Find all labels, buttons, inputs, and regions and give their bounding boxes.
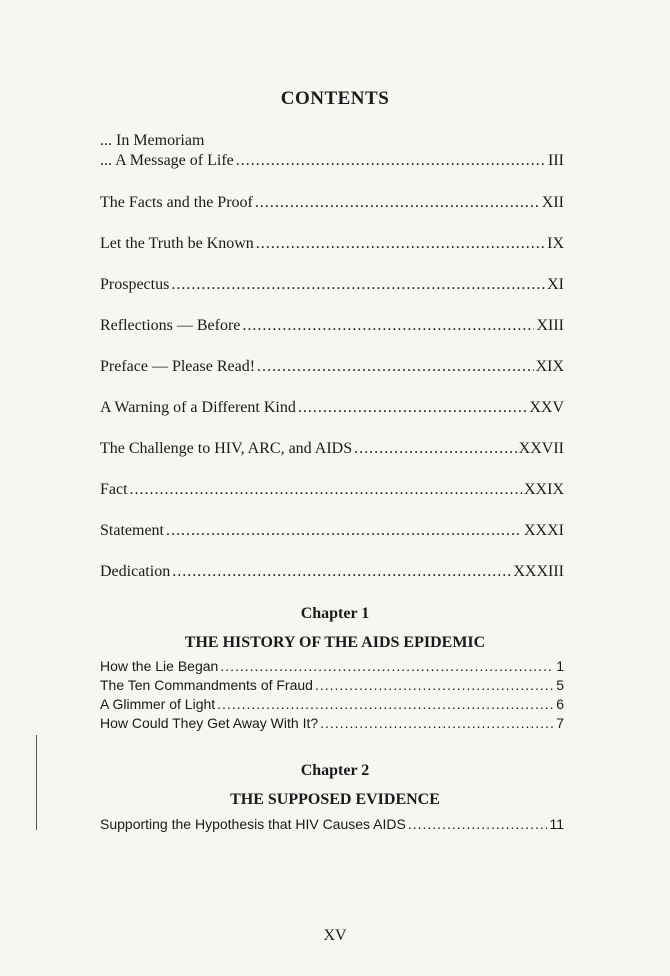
page-title: CONTENTS [280, 88, 390, 109]
toc-entry [100, 714, 564, 733]
dot-leader [298, 398, 527, 418]
dot-leader [236, 151, 546, 171]
toc-entry-page: XI [547, 276, 564, 293]
toc-entry-label: Let the Truth be Known [100, 235, 254, 252]
chapter-number: Chapter 2 [300, 762, 370, 779]
dot-leader [315, 676, 554, 695]
toc-entry-page: III [548, 152, 564, 169]
chapter-title: THE SUPPOSED EVIDENCE [230, 791, 440, 808]
toc-entry-label: Preface — Please Read! [100, 358, 256, 375]
toc-entry [100, 815, 564, 834]
dot-leader [220, 657, 554, 676]
toc-entry-page: XIII [536, 317, 564, 334]
toc-memoriam: ... In Memoriam [100, 132, 205, 149]
dot-leader [320, 714, 554, 733]
toc-entry-label: ... A Message of Life [100, 152, 234, 169]
toc-entry-label: A Glimmer of Light [100, 696, 216, 712]
toc-entry [100, 676, 564, 695]
toc-entry-label: The Ten Commandments of Fraud [100, 677, 313, 693]
toc-entry [100, 695, 564, 714]
chapter-title: THE HISTORY OF THE AIDS EPIDEMIC [184, 634, 486, 651]
toc-entry-page: XXVII [518, 440, 564, 457]
toc-entry-page: 11 [549, 816, 564, 832]
toc-front-matter [100, 131, 564, 171]
dot-leader [354, 439, 517, 459]
dot-leader [242, 316, 534, 336]
dot-leader [257, 357, 534, 377]
dot-leader [166, 521, 522, 541]
dot-leader [217, 695, 554, 714]
toc-entry-page: XXIX [524, 481, 564, 498]
toc-entry-label: How Could They Get Away With It? [100, 715, 319, 731]
toc-entry [100, 480, 564, 500]
dot-leader [172, 562, 511, 582]
toc-entry-label: Supporting the Hypothesis that HIV Causes AIDS [100, 816, 406, 832]
toc-entry-label: The Facts and the Proof [100, 194, 253, 211]
toc-entry [100, 316, 564, 336]
toc-entry-page: 1 [556, 658, 564, 674]
toc-entry [100, 151, 564, 171]
chapter-2-entries [100, 815, 564, 834]
toc-entry-label: Reflections — Before [100, 317, 241, 334]
toc-entry [100, 398, 564, 418]
chapter-number: Chapter 1 [300, 605, 370, 622]
binding-margin-line [36, 735, 37, 830]
toc-entry [100, 521, 564, 541]
dot-leader [256, 234, 545, 254]
toc-entry-page: 5 [556, 677, 564, 693]
toc-entry [100, 234, 564, 254]
toc-entry-page: XXXI [524, 522, 564, 539]
toc-entry-label: Prospectus [100, 276, 170, 293]
dot-leader [408, 815, 548, 834]
dot-leader [255, 193, 540, 213]
toc-entry-page: XXXIII [513, 563, 564, 580]
toc-entry [100, 439, 564, 459]
dot-leader [130, 480, 522, 500]
toc-entry-page: IX [547, 235, 564, 252]
toc-entry-label: The Challenge to HIV, ARC, and AIDS [100, 440, 353, 457]
toc-entry-page: XIX [535, 358, 564, 375]
toc-entry-page: XXV [529, 399, 564, 416]
toc-entry-label: Dedication [100, 563, 171, 580]
toc-entry [100, 275, 564, 295]
dot-leader [171, 275, 545, 295]
toc-entry-page: 7 [556, 715, 564, 731]
toc-entry-page: XII [541, 194, 564, 211]
page-number: XV [323, 927, 347, 944]
toc-entry [100, 357, 564, 377]
toc-entry [100, 657, 564, 676]
toc-entry-label: Fact [100, 481, 128, 498]
toc-entry-label: A Warning of a Different Kind [100, 399, 296, 416]
toc-entry [100, 193, 564, 213]
toc-entry-label: How the Lie Began [100, 658, 219, 674]
toc-entry-label: Statement [100, 522, 164, 539]
toc-entry [100, 562, 564, 582]
toc-entry-page: 6 [556, 696, 564, 712]
chapter-1-entries [100, 657, 564, 733]
